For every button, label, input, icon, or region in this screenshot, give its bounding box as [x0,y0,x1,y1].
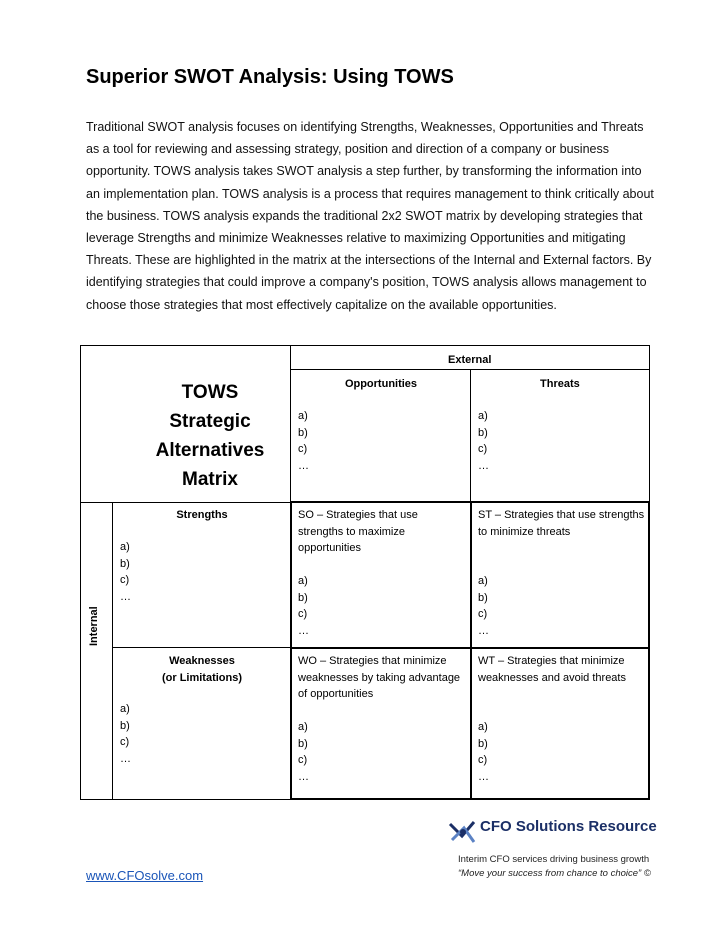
external-label: External [448,354,492,366]
list-item: c) [478,754,488,766]
list-item: … [478,459,489,472]
wt-description: WT – Strategies that minimize weaknesses and avoid threats [478,655,626,684]
list-item: a) [478,410,488,422]
strategy-grid-left [290,501,292,800]
list-item: b) [478,426,488,439]
matrix-title-line: Alternatives [155,440,265,461]
strategy-grid-center [470,501,472,800]
list-item: … [120,590,131,603]
matrix-title [125,378,295,494]
list-item: b) [478,591,488,604]
threats-list [478,408,489,474]
opportunities-list [298,408,309,474]
matrix-title-line: Matrix [182,469,238,490]
list-item: … [120,752,131,765]
list-item: c) [298,443,308,455]
list-item: a) [298,410,308,422]
matrix-top-border [80,345,650,346]
so-description: SO – Strategies that use strengths to maximize opportunities [298,509,418,554]
list-item: a) [120,703,130,715]
matrix-title-line: TOWS [181,382,239,403]
weaknesses-list [120,701,131,767]
opportunities-label: Opportunities [344,378,418,390]
strategy-grid-right [648,501,650,800]
list-item: a) [120,541,130,553]
intro-paragraph [86,116,656,316]
logo-name: CFO Solutions Resource [480,818,657,835]
so-list [298,573,466,639]
list-item: b) [120,719,130,732]
list-item: b) [120,557,130,570]
wt-list [478,719,646,785]
list-item: b) [478,737,488,750]
website-link[interactable]: www.CFOsolve.com [86,868,204,883]
logo-tagline: Interim CFO services driving business growth [458,854,650,865]
wo-strategy-cell [298,653,466,785]
threats-label: Threats [540,378,580,390]
wt-strategy-cell [478,653,646,785]
list-item: … [298,459,309,472]
list-item: b) [298,591,308,604]
st-list [478,573,646,639]
internal-label: Internal [88,606,100,646]
list-item: c) [298,754,308,766]
weaknesses-label [114,653,290,686]
list-item: … [478,624,489,637]
list-item: … [298,624,309,637]
page-title: Superior SWOT Analysis: Using TOWS [86,66,454,88]
so-strategy-cell [298,507,466,639]
strength-weakness-divider-left [112,647,290,648]
wo-list [298,719,466,785]
company-logo [446,816,657,886]
intro-text: Traditional SWOT analysis focuses on identifying Strengths, Weaknesses, Opportunities and Threats as a tool for reviewing and assessing strategy, position and direction of a company or business opportunity. TOWS analysis takes SWOT analysis a step further, by transforming the information into an implementation plan. TOWS analysis is a process that requires management to think critically about the business. TOWS analysis expands the traditional 2x2 SWOT matrix by developing strategies that leverage Strengths and minimize Weaknesses relative to maximizing Opportunities and mitigating Threats. These are highlighted in the matrix at the intersections of the Internal and External factors. By identifying strategies that could improve a company's position, TOWS analysis allows management to choose those strategies that most effectively capitalize on the available opportunities. [86,120,654,312]
weaknesses-label-line: Weaknesses [169,655,235,667]
list-item: b) [298,737,308,750]
list-item: c) [120,574,130,586]
list-item: c) [478,443,488,455]
list-item: a) [478,721,488,733]
strengths-list [120,539,131,605]
list-item: c) [478,608,488,620]
list-item: a) [478,575,488,587]
list-item: a) [298,721,308,733]
strengths-label: Strengths [176,509,228,521]
matrix-left-border [80,345,81,800]
list-item: … [298,770,309,783]
st-strategy-cell [478,507,646,639]
list-item: c) [298,608,308,620]
wo-description: WO – Strategies that minimize weaknesses by taking advantage of opportunities [298,655,461,700]
weaknesses-label-line: (or Limitations) [161,671,243,684]
opp-threat-divider [470,369,471,503]
list-item: b) [298,426,308,439]
matrix-title-line: Strategic [169,411,251,432]
st-description: ST – Strategies that use strengths to minimize threats [478,509,645,538]
tows-matrix [80,345,650,800]
list-item: … [478,770,489,783]
logo-slogan: “Move your success from chance to choice” © [458,868,651,879]
list-item: a) [298,575,308,587]
internal-column-divider [112,502,113,800]
logo-mark-icon [448,816,478,848]
list-item: c) [120,736,130,748]
